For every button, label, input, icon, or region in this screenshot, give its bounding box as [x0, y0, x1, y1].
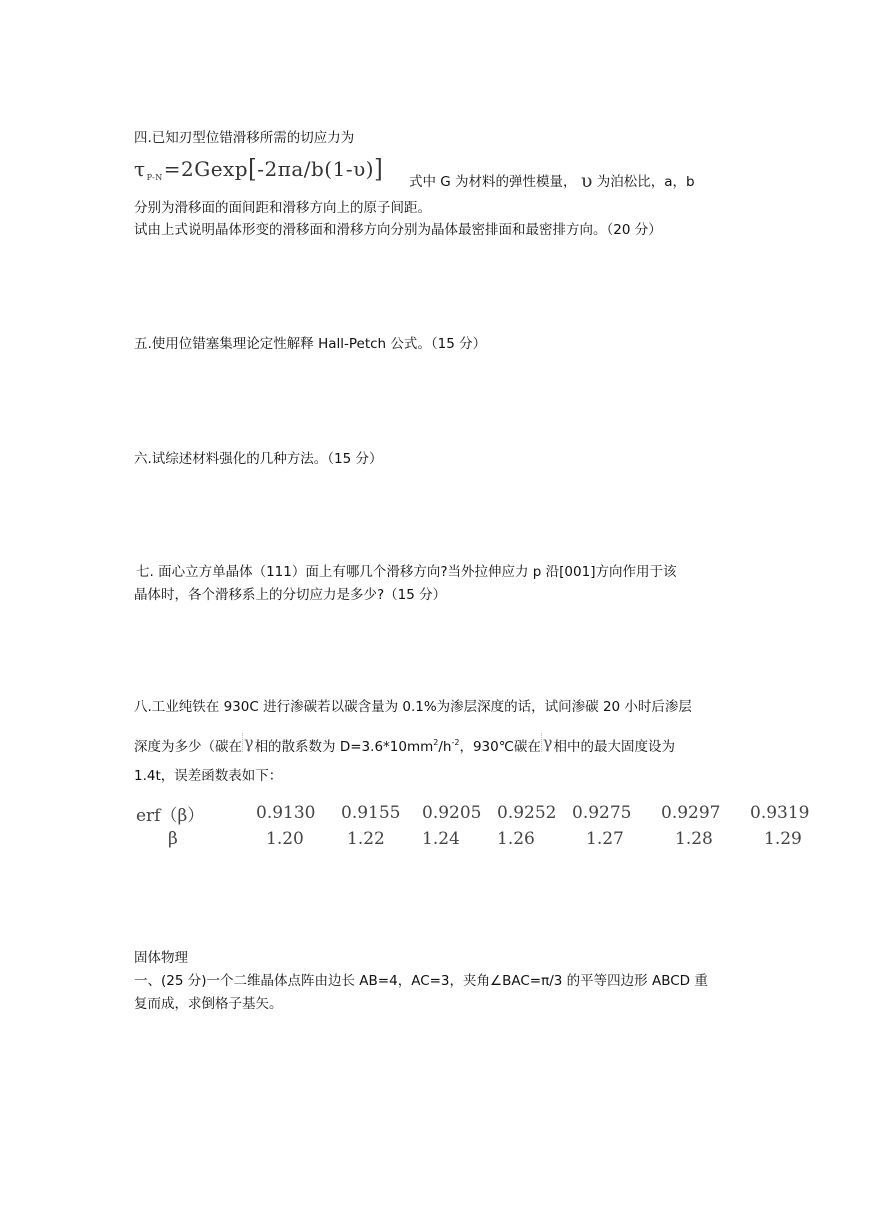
- beta-value: 1.20: [266, 829, 304, 849]
- erf-value: 0.9252: [497, 803, 557, 823]
- erf-label: erf（β）: [136, 805, 205, 826]
- solid-state-q1-line2: 复而成，求倒格子基矢。: [134, 996, 283, 1012]
- question-4-text1: 式中 G 为材料的弹性模量，: [409, 174, 577, 190]
- solid-state-q1-line1: 一、(25 分)一个二维晶体点阵由边长 AB=4，AC=3，夹角∠BAC=π/3 的平等四边形 ABCD 重: [134, 973, 708, 989]
- formula-subscript: P-N: [146, 173, 163, 182]
- question-8-line2-a: 深度为多少（碳在: [134, 739, 242, 755]
- formula-body: =2Gexp: [163, 157, 249, 181]
- formula-tau: τ: [134, 157, 146, 181]
- question-4-line3: 试由上式说明晶体形变的滑移面和滑移方向分别为晶体最密排面和最密排方向。（20 分）: [134, 222, 662, 238]
- erf-value: 0.9155: [341, 803, 401, 823]
- question-4-line2: 分别为滑移面的面间距和滑移方向上的原子间距。: [134, 200, 431, 216]
- beta-value: 1.29: [764, 829, 802, 849]
- question-8-line2-d: ，930℃碳在: [459, 739, 541, 755]
- question-8-line2-b: 相的散系数为 D=3.6*10mm: [254, 739, 434, 755]
- beta-value: 1.28: [675, 829, 713, 849]
- section-heading-solid-state: 固体物理: [134, 950, 188, 966]
- erf-value: 0.9275: [572, 803, 632, 823]
- beta-value: 1.22: [347, 829, 385, 849]
- erf-row: [136, 800, 839, 826]
- erf-value: 0.9297: [661, 803, 721, 823]
- question-6: 六.试综述材料强化的几种方法。（15 分）: [134, 451, 383, 467]
- beta-row: [136, 826, 839, 852]
- question-4-line1-text: [409, 170, 695, 192]
- beta-label: β: [168, 829, 178, 849]
- gamma-symbol-1: γ: [244, 733, 254, 752]
- question-5: 五.使用位错塞集理论定性解释 Hall-Petch 公式。（15 分）: [134, 336, 487, 352]
- question-4-text2: 为泊松比，a，b: [596, 174, 695, 190]
- question-8-line2-e: 相中的最大固度设为: [553, 739, 675, 755]
- formula-inner: -2πa/b(1-υ): [257, 157, 375, 181]
- question-8-line2: [134, 733, 675, 759]
- beta-value: 1.26: [497, 829, 535, 849]
- question-8-sup1: 2: [433, 738, 439, 747]
- question-8-sup2: -2: [451, 738, 460, 747]
- question-8-line2-c: /h: [438, 739, 452, 755]
- beta-value: 1.24: [422, 829, 460, 849]
- error-function-table: [136, 800, 839, 852]
- question-4-title: 四.已知刃型位错滑移所需的切应力为: [134, 130, 355, 146]
- erf-value: 0.9130: [256, 803, 316, 823]
- formula-left-bracket: [: [248, 155, 258, 184]
- gamma-symbol-2: γ: [542, 733, 553, 752]
- question-7-line2: 晶体时，各个滑移系上的分切应力是多少?（15 分）: [134, 587, 447, 603]
- beta-value: 1.27: [586, 829, 624, 849]
- erf-value: 0.9205: [422, 803, 482, 823]
- question-7-line1: 七. 面心立方单晶体（111）面上有哪几个滑移方向?当外拉伸应力 p 沿[001]方向作用于该: [136, 564, 677, 580]
- poisson-symbol: υ: [580, 170, 593, 192]
- question-8-line1: 八.工业纯铁在 930C 进行渗碳若以碳含量为 0.1%为渗层深度的话，试问渗碳 20 小时后渗层: [134, 699, 692, 715]
- formula-right-bracket: ]: [374, 155, 384, 184]
- peierls-nabarro-formula: [134, 157, 383, 182]
- erf-value: 0.9319: [750, 803, 810, 823]
- question-8-line3: 1.4t，误差函数表如下：: [134, 768, 283, 784]
